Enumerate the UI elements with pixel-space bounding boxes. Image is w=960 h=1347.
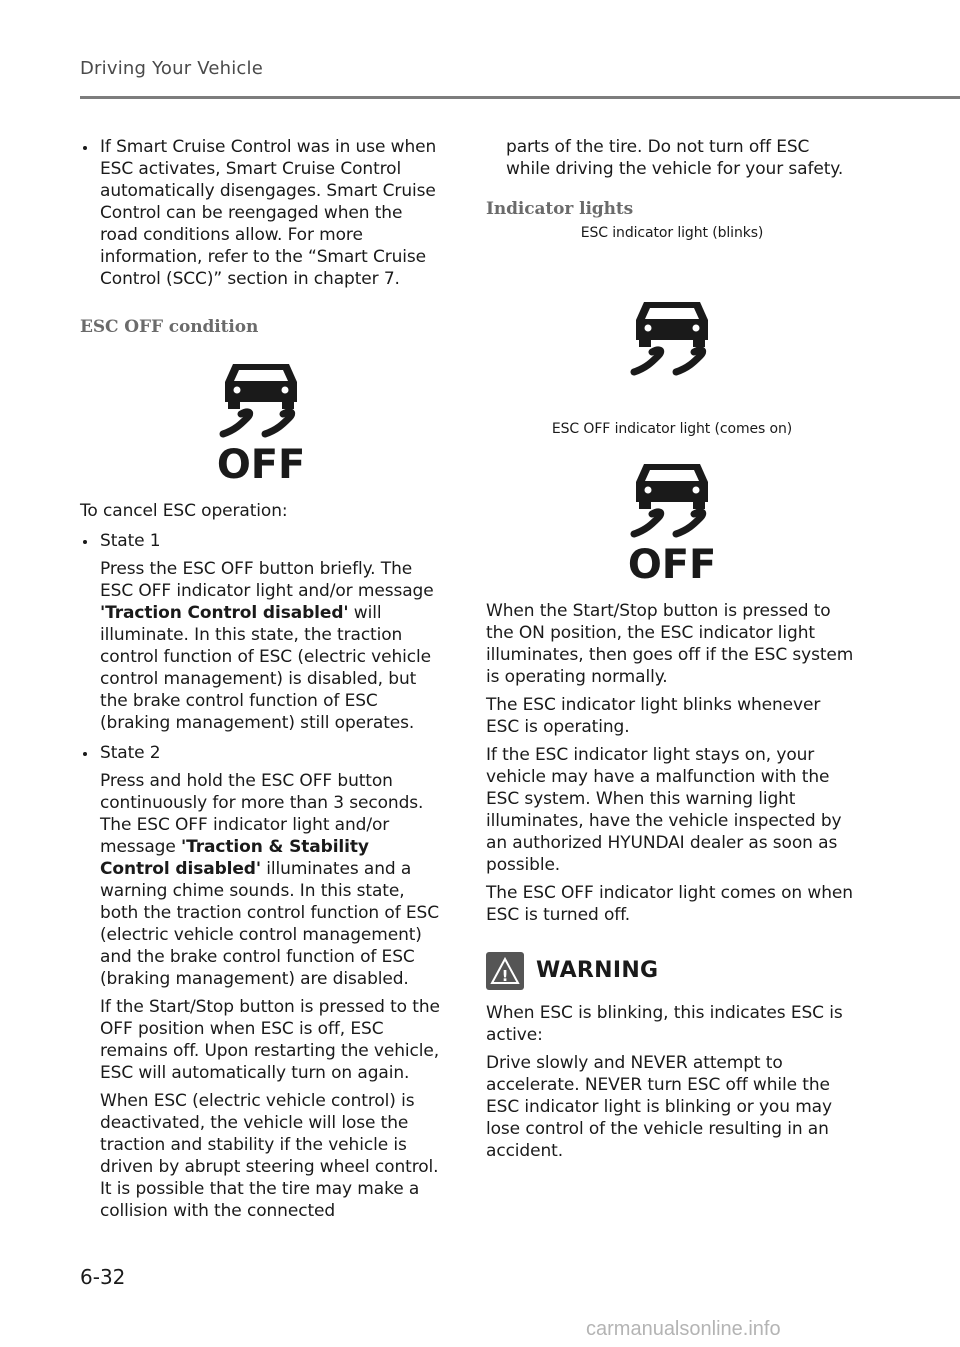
esc-off-indicator-label: OFF [627,542,717,582]
state-2-restart-note: If the Start/Stop button is pressed to the OFF position when ESC is off, ESC remains off. Upon restarting the vehicle, ESC will automatically turn on again. [100,997,440,1083]
warning-icon-symbol: ! [501,967,509,985]
indicator-lights-heading: Indicator lights [486,199,634,219]
indicator-paragraph-2: The ESC indicator light blinks whenever ESC is operating. [486,695,821,737]
esc-off-caption: ESC OFF indicator light (comes on) [551,421,793,437]
warning-heading [486,952,858,990]
page-header-title: Driving Your Vehicle [80,58,263,79]
esc-off-indicator-icon-wrap [486,454,858,582]
state-2-text-cont: illuminates and a warning chime sounds. In this state, both the traction control function of ESC (electric vehicle control management) and the brake control function of ESC (braking management) are disabled. [100,859,439,989]
scc-bullet: If Smart Cruise Control was in use when ESC activates, Smart Cruise Control automatically disengages. Smart Cruise Control can be reengaged when the road conditions allow. For more information, refer to the “Smart Cruise Control (SCC)” section in chapter 7. [80,136,442,290]
state-2-text: Press and hold the ESC OFF button continuously for more than 3 seconds. The ESC OFF indicator light and/or message [100,771,424,857]
warning-paragraph-2: Drive slowly and NEVER attempt to accelerate. NEVER turn ESC off while the ESC indicator light is blinking or you may lose control of the vehicle resulting in an accident. [486,1053,832,1161]
state-2-description [80,770,442,990]
state-2-label: State 2 [80,742,442,764]
esc-indicator-icon-wrap [486,298,858,382]
state-2-message: 'Traction & Stability Control disabled' [100,837,369,879]
esc-blink-caption: ESC indicator light (blinks) [580,225,764,241]
header-divider [80,96,960,99]
esc-off-icon-wrap [80,354,442,482]
state-1-text: Press the ESC OFF button briefly. The ESC OFF indicator light and/or message [100,559,434,601]
warning-paragraph-1: When ESC is blinking, this indicates ESC is active: [486,1003,843,1045]
esc-off-indicator-icon [622,454,722,582]
state-1-label: State 1 [80,530,442,552]
state-1-description [80,558,442,734]
state-1-message: 'Traction Control disabled' [100,603,349,623]
esc-off-icon [211,354,311,482]
indicator-paragraph-4: The ESC OFF indicator light comes on when ESC is turned off. [486,883,853,925]
esc-off-icon-label: OFF [216,442,306,482]
esc-indicator-icon [622,298,722,382]
watermark: carmanualsonline.info [586,1318,781,1340]
state-1-text-cont: will illuminate. In this state, the traction control function of ESC (electric vehicle control management) is disabled, but the brake control function of ESC (braking management) still operates. [100,603,431,733]
tire-continuation: parts of the tire. Do not turn off ESC while driving the vehicle for your safety. [506,137,844,179]
warning-title: WARNING [536,958,659,983]
cancel-esc-intro: To cancel ESC operation: [80,501,288,521]
left-column [80,136,442,1222]
warning-icon [486,952,524,990]
indicator-paragraph-3: If the ESC indicator light stays on, your vehicle may have a malfunction with the ESC system. When this warning light illuminates, have the vehicle inspected by an authorized HYUNDAI dealer as soon as possible. [486,745,842,875]
state-2-deactivated-note: When ESC (electric vehicle control) is deactivated, the vehicle will lose the traction and stability if the vehicle is driven by abrupt steering wheel control. It is possible that the tire may make a collision with the connected [100,1091,439,1221]
page-number: 6-32 [80,1265,126,1289]
right-column [486,136,858,1162]
esc-off-condition-heading: ESC OFF condition [80,317,259,337]
indicator-paragraph-1: When the Start/Stop button is pressed to the ON position, the ESC indicator light illuminates, then goes off if the ESC system is operating normally. [486,601,854,687]
